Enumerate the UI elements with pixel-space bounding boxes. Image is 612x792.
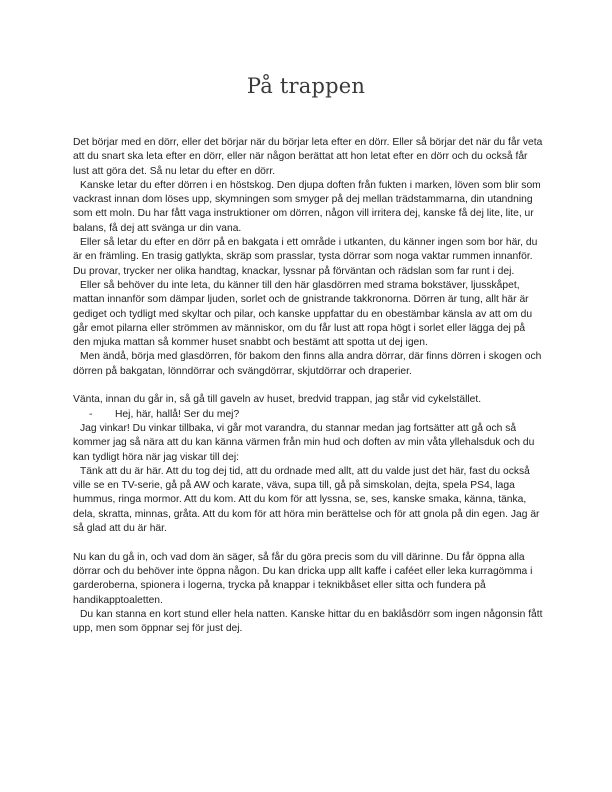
paragraph: Vänta, innan du går in, så gå till gaveln av huset, bredvid trappan, jag står vid cykelstället. (73, 394, 482, 406)
page-title: På trappen (246, 74, 366, 98)
dialog-text: Hej, här, hallå! Ser du mej? (115, 408, 240, 420)
document-body (73, 136, 543, 636)
paragraph-gap (73, 536, 543, 550)
paragraph: Det börjar med en dörr, eller det börjar när du börjar leta efter en dörr. Eller så börjar det när du får veta att du snart ska leta efter en dörr, eller när någon berättat att hon letat efter en dörr och du också får lust att göra det. Så nu letar du efter en dörr. (73, 137, 543, 177)
paragraph: Du kan stanna en kort stund eller hela natten. Kanske hittar du en baklåsdörr som ingen någonsin fått upp, men som öppnar sej för just dej. (73, 608, 543, 635)
paragraph-gap (73, 379, 543, 393)
paragraph: Kanske letar du efter dörren i en höstskog. Den djupa doften från fukten i marken, löven som blir som vackrast innan dom löses upp, skymningen som smyger på dej mellan trädstammarna, din utandning som ett moln. Du har fått vaga instruktioner om dörren, någon vill irritera dej, kanske få dej lite, lite, ur balans, få dej att svänga ur din vana. (73, 179, 541, 234)
dialog-line (73, 408, 543, 422)
dialog-dash: - (89, 408, 93, 420)
paragraph: Tänk att du är här. Att du tog dej tid, att du ordnade med allt, att du valde just det här, fast du också ville se en TV-serie, gå på AW och karate, väva, supa till, gå på simskolan, dejta, spela PS4, laga hummus, ringa mormor. Att du kom. Att du kom för att lyssna, se, ses, kanske smaka, känna, tänka, dela, skratta, minnas, gråta. Att du kom för att höra min berättelse och för att gnola på din egen. Jag är så glad att du är här. (73, 465, 540, 535)
paragraph: Eller så behöver du inte leta, du känner till den här glasdörren med strama bokstäver, ljusskåpet, mattan innanför som dämpar ljuden, sorlet och de gnistrande takkronorna. Dörren är tung, allt här är gediget och tydligt med skyltar och pilar, och kanske uppfattar du en obestämbar känsla av att om du går emot pilarna eller strömmen av människor, om du får lust att ropa högt i sorlet eller lägga dej på den mjuka mattan så kommer huset snabbt och bestämt att spotta ut dej igen. (73, 279, 533, 349)
paragraph: Nu kan du gå in, och vad dom än säger, så får du göra precis som du vill därinne. Du får öppna alla dörrar och du behöver inte öppna någon. Du kan dricka upp allt kaffe i caféet eller leka kurragömma i garderoberna, spionera i logerna, trycka på knappar i teknikbåset eller sitta och fundera på handikapptoaletten. (73, 551, 533, 606)
paragraph: Men ändå, börja med glasdörren, för bakom den finns alla andra dörrar, där finns dörren i skogen och dörren på bakgatan, lönndörrar och svängdörrar, skjutdörrar och draperier. (73, 351, 542, 377)
paragraph: Jag vinkar! Du vinkar tillbaka, vi går mot varandra, du stannar medan jag fortsätter att gå och så kommer jag så nära att du kan känna värmen från min hud och doften av min våta yllehalsduk och du kan tydligt höra när jag viskar till dej: (73, 422, 535, 463)
paragraph: Eller så letar du efter en dörr på en bakgata i ett område i utkanten, du känner ingen som bor här, du är en främling. En trasig gatlykta, skräp som prasslar, tysta dörrar som noga vaktar rummen innanför. Du provar, trycker ner olika handtag, knackar, lyssnar på förväntan och rädslan som far runt i dej. (73, 237, 538, 277)
